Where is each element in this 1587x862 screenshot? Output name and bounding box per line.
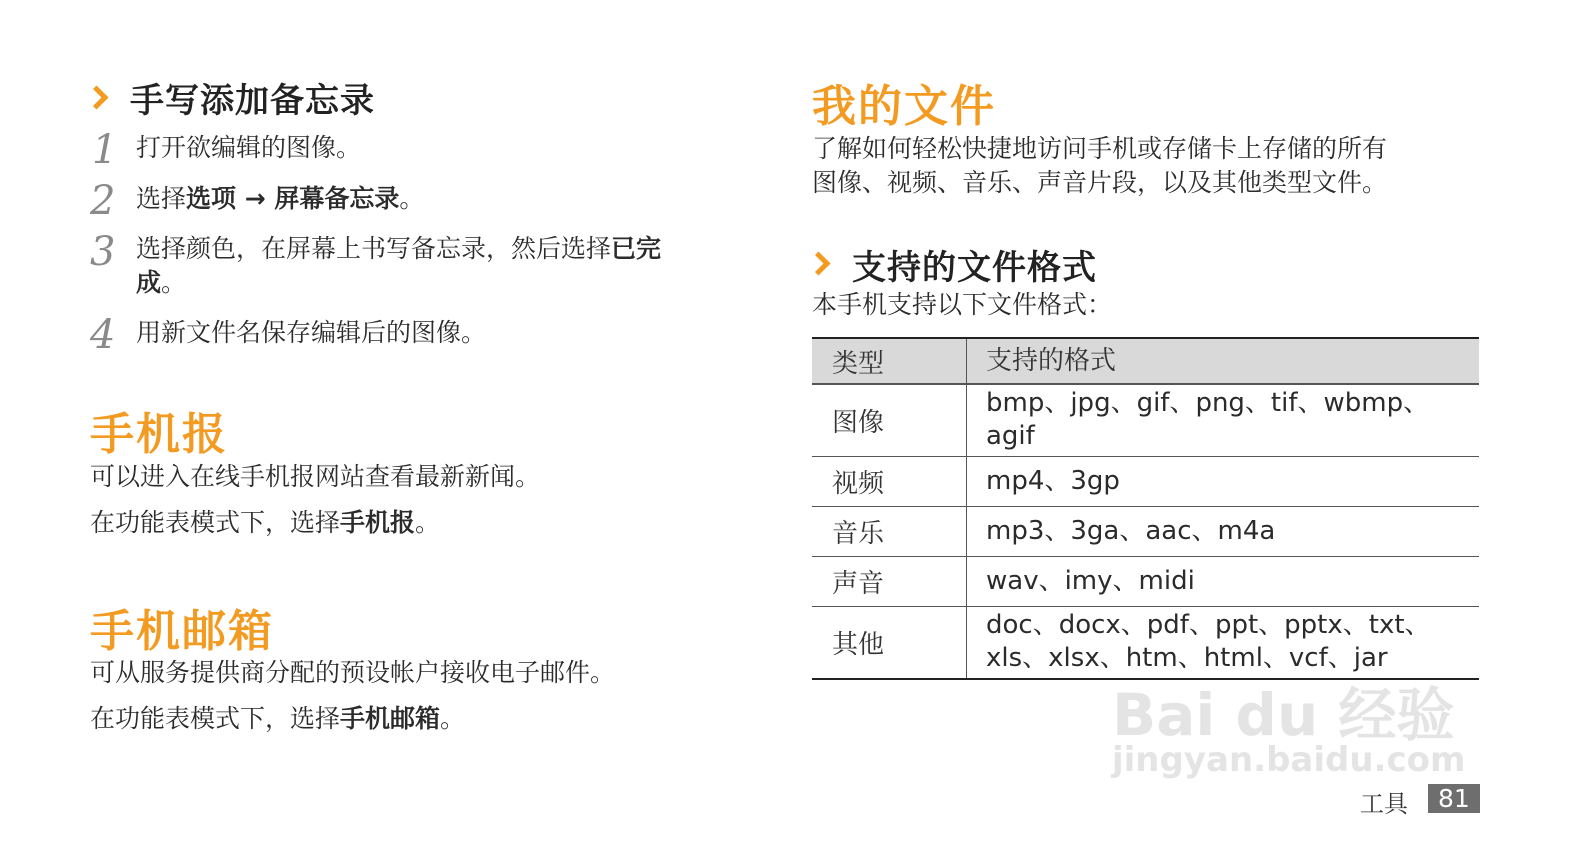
format-line: agif <box>986 421 1035 452</box>
instruction-text: 。 <box>440 704 466 733</box>
format-line: mp3、3ga、aac、m4a <box>986 515 1276 546</box>
chevron-right-icon <box>84 85 108 109</box>
step-text-plain: 。 <box>161 268 187 297</box>
email-description: 可从服务提供商分配的预设帐户接收电子邮件。 <box>90 658 616 687</box>
step-text: 打开欲编辑的图像。 <box>136 133 362 162</box>
table-cell-formats <box>967 456 1480 506</box>
email-section-title: 手机邮箱 <box>90 606 274 657</box>
email-instruction <box>90 702 465 736</box>
table-row <box>812 506 1479 556</box>
menu-path: 选项 → 屏幕备忘录 <box>186 184 400 213</box>
menu-option: 手机报 <box>340 508 416 537</box>
format-line: bmp、jpg、gif、png、tif、wbmp、 <box>986 388 1430 419</box>
step-text <box>136 232 661 266</box>
table-cell-type: 图像 <box>812 384 967 456</box>
table-cell-formats <box>967 556 1480 606</box>
step-number: 1 <box>92 127 118 173</box>
format-line: wav、imy、midi <box>986 565 1195 596</box>
step-text-plain: 。 <box>399 184 425 213</box>
step-text <box>136 182 424 216</box>
news-instruction <box>90 506 440 540</box>
step-text-plain: 选择颜色，在屏幕上书写备忘录，然后选择 <box>136 234 612 263</box>
myfiles-description-line: 了解如何轻松快捷地访问手机或存储卡上存储的所有 <box>812 134 1388 163</box>
baidu-watermark-url: jingyan.baidu.com <box>1112 740 1466 780</box>
table-header-type: 类型 <box>812 338 967 384</box>
formats-intro: 本手机支持以下文件格式： <box>812 290 1113 319</box>
menu-option: 手机邮箱 <box>340 704 441 733</box>
instruction-text: 在功能表模式下，选择 <box>90 508 341 537</box>
format-line: xls、xlsx、htm、html、vcf、jar <box>986 643 1388 674</box>
table-cell-type: 声音 <box>812 556 967 606</box>
format-line: doc、docx、pdf、ppt、pptx、txt、 <box>986 610 1431 641</box>
news-section-title: 手机报 <box>90 409 228 460</box>
table-cell-formats <box>967 506 1480 556</box>
step-number: 2 <box>90 178 116 224</box>
menu-option: 已完 <box>611 234 662 263</box>
table-cell-type: 视频 <box>812 456 967 506</box>
formats-section-title: 支持的文件格式 <box>852 248 1097 288</box>
table-cell-formats <box>967 384 1480 456</box>
chevron-right-icon <box>806 251 830 275</box>
step-text-plain: 选择 <box>136 184 187 213</box>
chapter-label: 工具 <box>1360 790 1408 818</box>
baidu-watermark-logo: Bai du 经验 <box>1112 681 1455 749</box>
myfiles-section-title: 我的文件 <box>812 81 996 132</box>
page-number: 81 <box>1428 784 1480 813</box>
instruction-text: 。 <box>415 508 441 537</box>
instruction-text: 在功能表模式下，选择 <box>90 704 341 733</box>
table-cell-type: 其他 <box>812 606 967 679</box>
table-header-formats: 支持的格式 <box>986 345 1117 376</box>
step-number: 4 <box>90 312 116 358</box>
step-text: 用新文件名保存编辑后的图像。 <box>136 318 487 347</box>
formats-table <box>812 337 1479 680</box>
table-cell-type: 音乐 <box>812 506 967 556</box>
format-line: mp4、3gp <box>986 465 1120 496</box>
step-text <box>136 266 186 300</box>
news-description: 可以进入在线手机报网站查看最新新闻。 <box>90 462 541 491</box>
memo-section-title: 手写添加备忘录 <box>130 81 375 121</box>
table-row <box>812 556 1479 606</box>
step-number: 3 <box>90 229 116 275</box>
menu-option: 成 <box>136 268 162 297</box>
myfiles-description-line: 图像、视频、音乐、声音片段，以及其他类型文件。 <box>812 168 1388 197</box>
table-row <box>812 384 1479 456</box>
table-header-row <box>812 338 1479 384</box>
table-row <box>812 456 1479 506</box>
